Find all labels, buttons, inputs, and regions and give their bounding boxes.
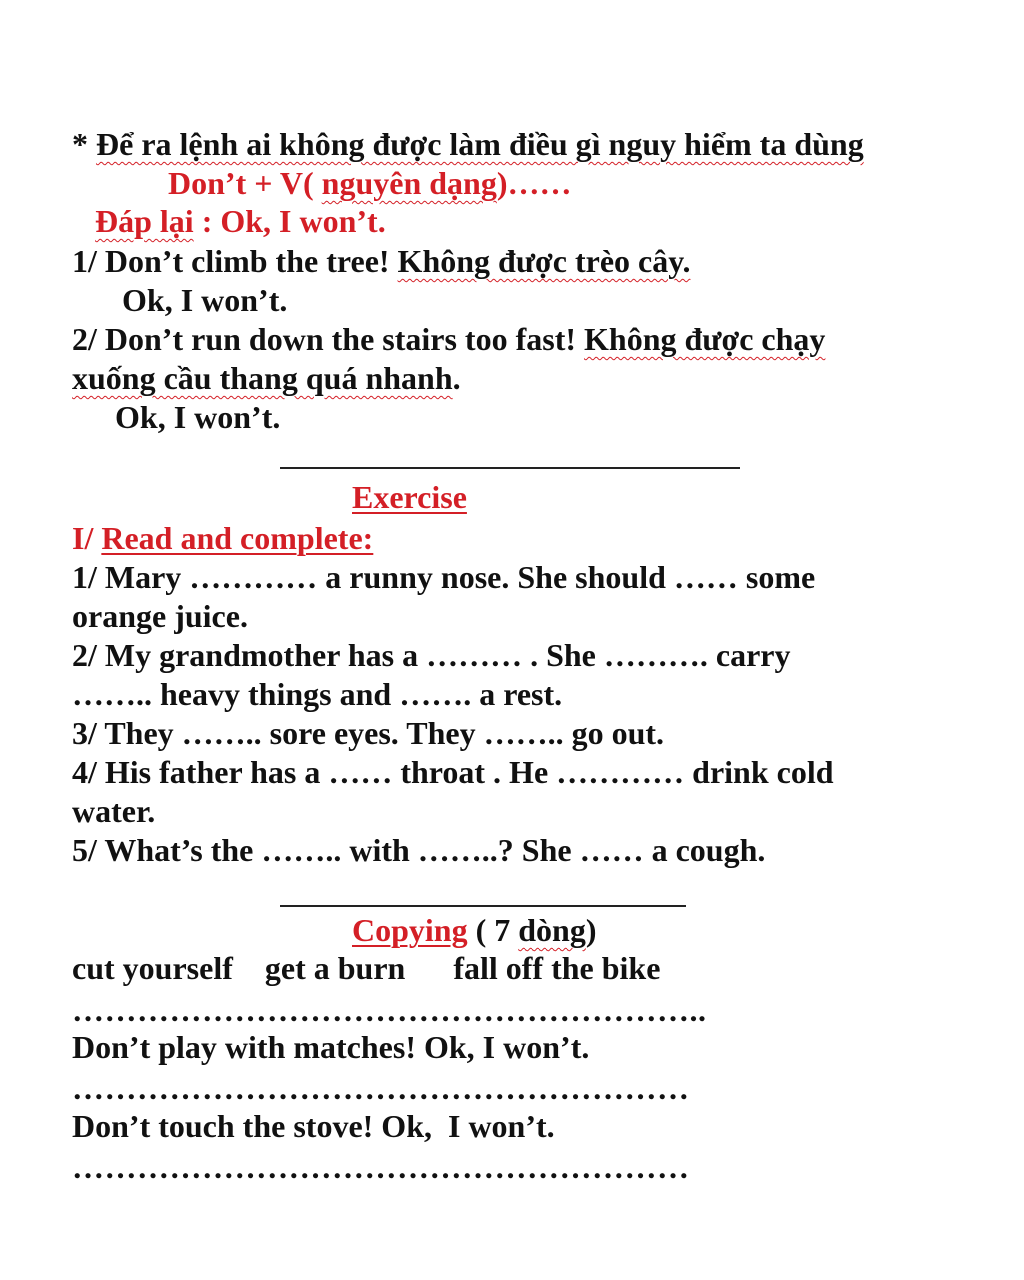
copying-line: Don’t play with matches! Ok, I won’t. bbox=[72, 1029, 590, 1065]
writing-line: ………………………………………………… bbox=[72, 1149, 690, 1185]
section-title: Read and complete: bbox=[101, 520, 374, 556]
copying-title: Copying bbox=[352, 912, 468, 948]
writing-line: ………………………………………………… bbox=[72, 1070, 690, 1106]
example-2-translation: Không được chạy bbox=[584, 321, 826, 357]
writing-line: ………………………………………………….. bbox=[72, 992, 707, 1028]
exercise-line: …….. heavy things and ……. a rest. bbox=[72, 676, 563, 712]
exercise-title: Exercise bbox=[352, 479, 467, 515]
divider-1 bbox=[280, 467, 740, 469]
exercise-line: 2/ My grandmother has a ……… . She ………. carry bbox=[72, 637, 791, 673]
exercise-line: water. bbox=[72, 793, 156, 829]
divider-2 bbox=[280, 905, 686, 907]
copying-phrases: cut yourself get a burn fall off the bike bbox=[72, 950, 661, 986]
reply-rule: Đáp lại : Ok, I won’t. bbox=[95, 203, 386, 239]
example-2-reply: Ok, I won’t. bbox=[115, 399, 281, 435]
copying-heading: Copying ( 7 dòng) bbox=[352, 912, 597, 948]
section-heading: I/ Read and complete: bbox=[72, 520, 374, 556]
example-2-cont: xuống cầu thang quá nhanh. bbox=[72, 360, 461, 396]
intro-heading: * Để ra lệnh ai không được làm điều gì nguy hiểm ta dùng bbox=[72, 126, 864, 162]
example-1: 1/ Don’t climb the tree! Không được trèo cây. bbox=[72, 243, 691, 279]
exercise-line: orange juice. bbox=[72, 598, 248, 634]
exercise-line: 3/ They …….. sore eyes. They …….. go out. bbox=[72, 715, 665, 751]
intro-heading-text: Để ra lệnh ai không được làm điều gì nguy hiểm ta dùng bbox=[96, 126, 864, 162]
copying-line: Don’t touch the stove! Ok, I won’t. bbox=[72, 1108, 555, 1144]
example-2: 2/ Don’t run down the stairs too fast! Không được chạy bbox=[72, 321, 826, 357]
example-1-reply: Ok, I won’t. bbox=[122, 282, 288, 318]
exercise-line: 4/ His father has a …… throat . He ………… drink cold bbox=[72, 754, 834, 790]
exercise-line: 5/ What’s the …….. with ……..? She …… a cough. bbox=[72, 832, 766, 868]
example-1-translation: Không được trèo cây. bbox=[397, 243, 691, 279]
formula: Don’t + V( nguyên dạng)…… bbox=[168, 165, 572, 201]
exercise-line: 1/ Mary ………… a runny nose. She should …… some bbox=[72, 559, 816, 595]
